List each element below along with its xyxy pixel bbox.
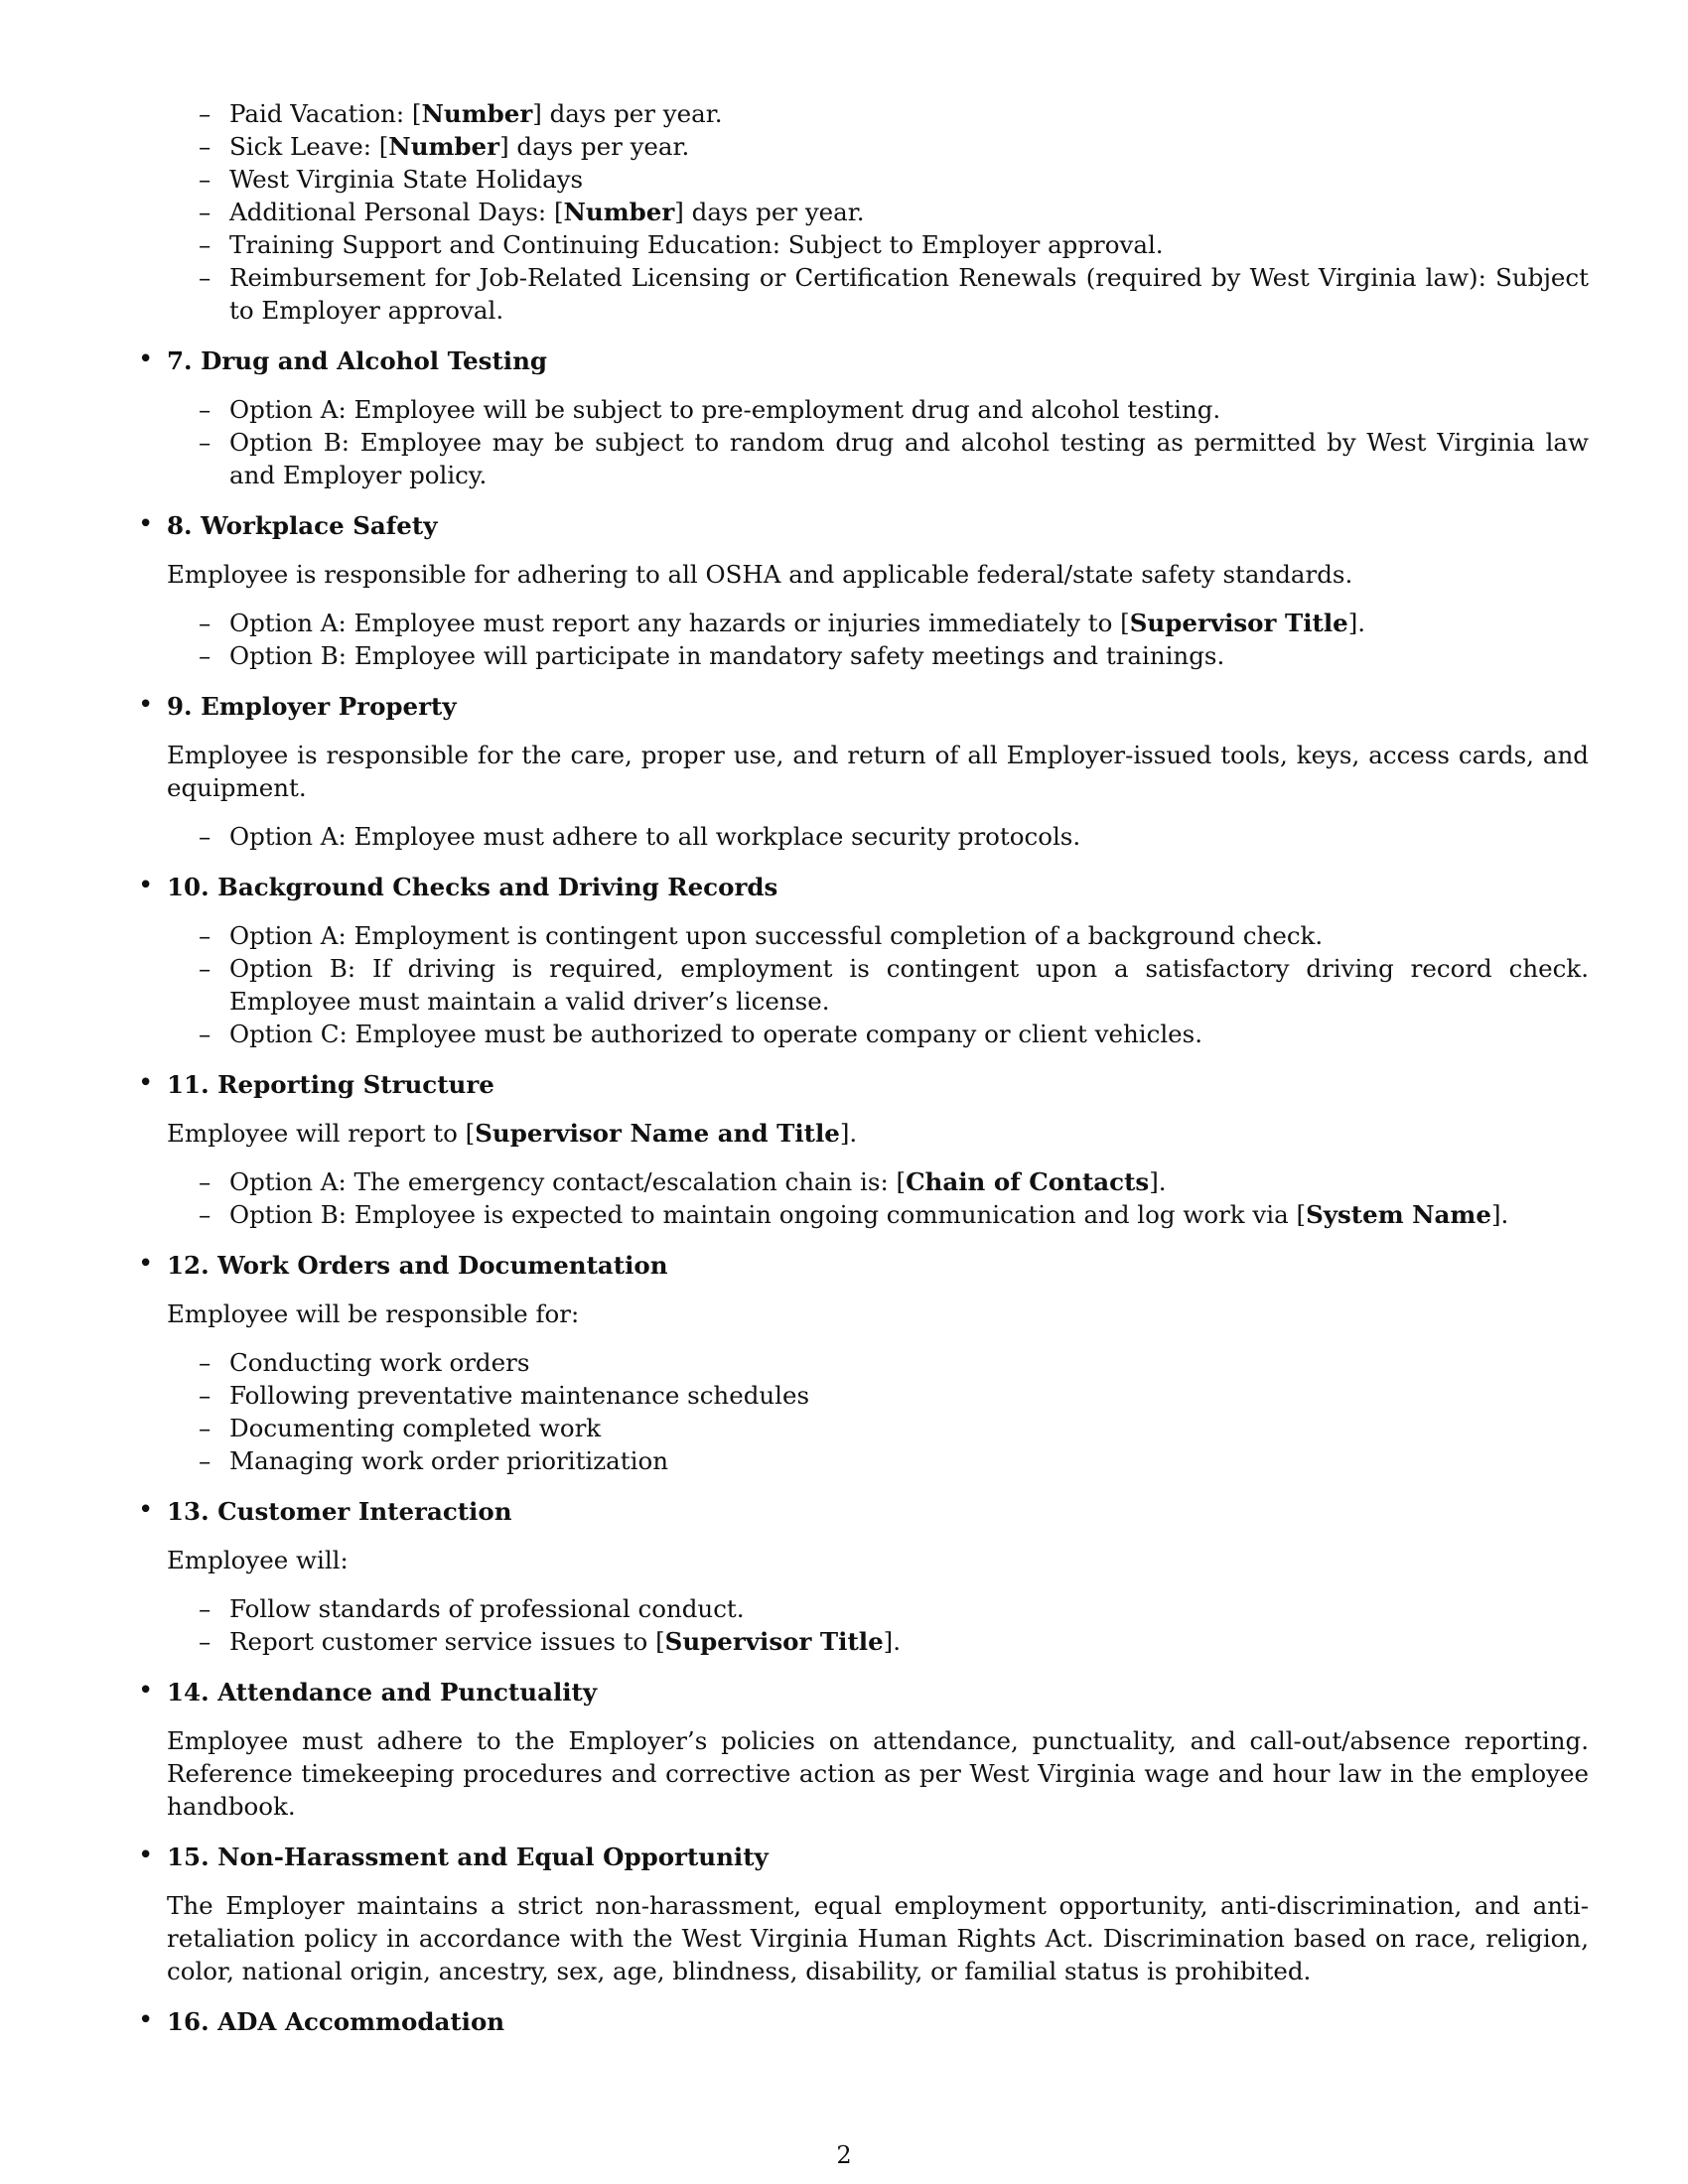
benefit-item bbox=[229, 261, 1589, 327]
text-run: Option B: Employee will participate in mandatory safety meetings and trainings. bbox=[229, 641, 1225, 670]
text-run: ]. bbox=[1149, 1167, 1167, 1196]
section-heading: 12. Work Orders and Documentation bbox=[167, 1251, 668, 1280]
benefits-list bbox=[167, 97, 1589, 327]
bullet-icon: • bbox=[138, 2005, 154, 2035]
bullet-icon: • bbox=[138, 871, 154, 900]
section-heading: 11. Reporting Structure bbox=[167, 1070, 494, 1099]
section-9 bbox=[138, 690, 1589, 853]
sections-container bbox=[138, 344, 1589, 2038]
text-run: Employee is responsible for the care, proper use, and return of all Employer-issued tools, keys, access cards, and equipment. bbox=[167, 741, 1589, 802]
section-10 bbox=[138, 871, 1589, 1050]
section-heading: 14. Attendance and Punctuality bbox=[167, 1678, 598, 1706]
option-list bbox=[167, 1592, 1589, 1658]
text-run: Employee will: bbox=[167, 1546, 349, 1574]
bullet-icon: • bbox=[138, 1249, 154, 1279]
section-11 bbox=[138, 1068, 1589, 1231]
text-run: Report customer service issues to [ bbox=[229, 1627, 665, 1656]
section-14 bbox=[138, 1676, 1589, 1823]
section-7 bbox=[138, 344, 1589, 491]
section-12 bbox=[138, 1249, 1589, 1477]
text-run: ]. bbox=[1490, 1200, 1509, 1229]
section-paragraph bbox=[167, 1889, 1589, 1987]
placeholder-field: Chain of Contacts bbox=[906, 1167, 1150, 1196]
option-list bbox=[167, 393, 1589, 491]
text-run: Following preventative maintenance schedules bbox=[229, 1381, 810, 1410]
placeholder-field: Number bbox=[421, 99, 533, 128]
option-list bbox=[167, 1346, 1589, 1477]
text-run: The Employer maintains a strict non-harassment, equal employment opportunity, anti-discrimination, and anti-retaliation policy in accordance with the West Virginia Human Rights Act. Discrimination based on race, religion, color, national origin, ancestry, sex, age, blindness, disability, or familial status is prohibited. bbox=[167, 1891, 1589, 1985]
option-item bbox=[229, 639, 1589, 672]
text-run: ]. bbox=[839, 1119, 858, 1148]
placeholder-field: Number bbox=[388, 132, 500, 161]
text-run: Reimbursement for Job-Related Licensing or Certification Renewals (required by West Virginia law): Subject to Employer approval. bbox=[229, 263, 1589, 325]
section-16 bbox=[138, 2005, 1589, 2038]
document-page bbox=[138, 97, 1589, 2054]
section-paragraph bbox=[167, 1297, 1589, 1330]
section-paragraph bbox=[167, 558, 1589, 591]
section-paragraph bbox=[167, 739, 1589, 804]
text-run: Conducting work orders bbox=[229, 1348, 530, 1377]
text-run: Option A: The emergency contact/escalation chain is: [ bbox=[229, 1167, 907, 1196]
text-run: Employee will report to [ bbox=[167, 1119, 476, 1148]
section-13 bbox=[138, 1495, 1589, 1658]
text-run: ] days per year. bbox=[499, 132, 690, 161]
benefit-item bbox=[229, 196, 1589, 228]
option-list bbox=[167, 607, 1589, 672]
benefit-item bbox=[229, 130, 1589, 163]
option-item bbox=[229, 1412, 1589, 1444]
option-item bbox=[229, 607, 1589, 639]
option-item bbox=[229, 952, 1589, 1018]
option-item bbox=[229, 1165, 1589, 1198]
section-8 bbox=[138, 509, 1589, 672]
option-item bbox=[229, 919, 1589, 952]
text-run: Follow standards of professional conduct. bbox=[229, 1594, 745, 1623]
text-run: Documenting completed work bbox=[229, 1414, 602, 1442]
text-run: Option B: Employee may be subject to random drug and alcohol testing as permitted by West Virginia law and Employer policy. bbox=[229, 428, 1589, 489]
text-run: Additional Personal Days: [ bbox=[229, 198, 564, 226]
option-item bbox=[229, 1018, 1589, 1050]
bullet-icon: • bbox=[138, 509, 154, 539]
section-heading: 9. Employer Property bbox=[167, 692, 457, 721]
text-run: ]. bbox=[1347, 609, 1366, 637]
placeholder-field: Supervisor Name and Title bbox=[475, 1119, 840, 1148]
section-paragraph bbox=[167, 1117, 1589, 1150]
text-run: Option B: Employee is expected to maintain ongoing communication and log work via [ bbox=[229, 1200, 1307, 1229]
text-run: Option A: Employment is contingent upon successful completion of a background check. bbox=[229, 921, 1324, 950]
section-paragraph bbox=[167, 1544, 1589, 1576]
text-run: Sick Leave: [ bbox=[229, 132, 389, 161]
placeholder-field: System Name bbox=[1306, 1200, 1491, 1229]
option-item bbox=[229, 820, 1589, 853]
section-heading: 7. Drug and Alcohol Testing bbox=[167, 346, 548, 375]
bullet-icon: • bbox=[138, 344, 154, 374]
section-heading: 13. Customer Interaction bbox=[167, 1497, 512, 1526]
section-15 bbox=[138, 1841, 1589, 1987]
bullet-icon: • bbox=[138, 1495, 154, 1525]
bullet-icon: • bbox=[138, 1841, 154, 1870]
section-heading: 16. ADA Accommodation bbox=[167, 2007, 505, 2036]
placeholder-field: Supervisor Title bbox=[1129, 609, 1348, 637]
option-list bbox=[167, 919, 1589, 1050]
text-run: ] days per year. bbox=[674, 198, 865, 226]
text-run: Option B: If driving is required, employment is contingent upon a satisfactory driving record check. Employee must maintain a valid driver’s license. bbox=[229, 954, 1589, 1016]
text-run: Option C: Employee must be authorized to operate company or client vehicles. bbox=[229, 1020, 1203, 1048]
option-item bbox=[229, 1346, 1589, 1379]
benefit-item bbox=[229, 163, 1589, 196]
option-item bbox=[229, 426, 1589, 491]
text-run: Employee will be responsible for: bbox=[167, 1299, 580, 1328]
section-heading: 15. Non-Harassment and Equal Opportunity bbox=[167, 1843, 769, 1871]
section-heading: 8. Workplace Safety bbox=[167, 511, 438, 540]
text-run: Paid Vacation: [ bbox=[229, 99, 422, 128]
section-paragraph bbox=[167, 1724, 1589, 1823]
option-item bbox=[229, 1198, 1589, 1231]
option-item bbox=[229, 393, 1589, 426]
option-item bbox=[229, 1444, 1589, 1477]
option-item bbox=[229, 1379, 1589, 1412]
text-run: ]. bbox=[883, 1627, 902, 1656]
text-run: Option A: Employee must report any hazards or injuries immediately to [ bbox=[229, 609, 1130, 637]
text-run: Employee must adhere to the Employer’s policies on attendance, punctuality, and call-out/absence reporting. Reference timekeeping procedures and corrective action as per West Virginia wage and hour law in the employee handbook. bbox=[167, 1726, 1589, 1821]
option-item bbox=[229, 1592, 1589, 1625]
bullet-icon: • bbox=[138, 1676, 154, 1706]
text-run: Training Support and Continuing Education: Subject to Employer approval. bbox=[229, 230, 1164, 259]
text-run: ] days per year. bbox=[532, 99, 723, 128]
page-number: 2 bbox=[836, 2141, 852, 2169]
section-heading: 10. Background Checks and Driving Records bbox=[167, 873, 778, 901]
option-item bbox=[229, 1625, 1589, 1658]
placeholder-field: Supervisor Title bbox=[664, 1627, 884, 1656]
bullet-icon: • bbox=[138, 1068, 154, 1098]
text-run: Managing work order prioritization bbox=[229, 1446, 668, 1475]
option-list bbox=[167, 820, 1589, 853]
placeholder-field: Number bbox=[563, 198, 675, 226]
benefit-item bbox=[229, 97, 1589, 130]
text-run: Employee is responsible for adhering to all OSHA and applicable federal/state safety standards. bbox=[167, 560, 1353, 589]
text-run: Option A: Employee must adhere to all workplace security protocols. bbox=[229, 822, 1081, 851]
option-list bbox=[167, 1165, 1589, 1231]
text-run: West Virginia State Holidays bbox=[229, 165, 584, 194]
benefit-item bbox=[229, 228, 1589, 261]
bullet-icon: • bbox=[138, 690, 154, 720]
text-run: Option A: Employee will be subject to pre-employment drug and alcohol testing. bbox=[229, 395, 1221, 424]
